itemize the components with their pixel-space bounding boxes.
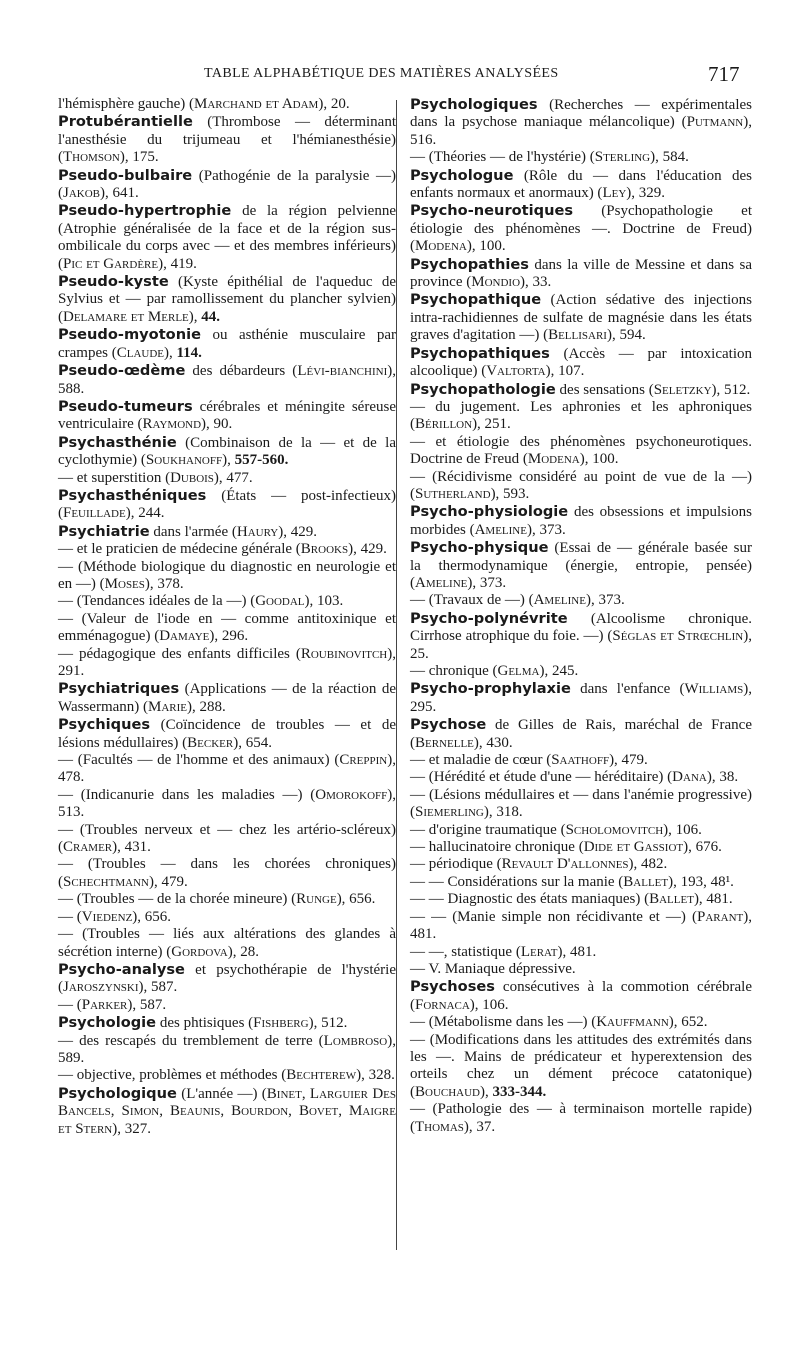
index-entry: Psychiatrie dans l'armée (Haury), 429. — [58, 522, 318, 540]
index-entry: — (Métabolisme dans les —) (Kauffmann), 652. — [410, 1014, 708, 1031]
index-entry: — et maladie de cœur (Saathoff), 479. — [410, 752, 648, 769]
index-entry: Psycho-physique (Essai de — générale basée sur la thermodynamique (énergie, entropie, pensée) (Ameline), 373. — [410, 539, 752, 591]
index-entry: — (Facultés — de l'homme et des animaux) (Creppin), 478. — [58, 752, 396, 786]
index-entry: — — Considérations sur la manie (Ballet), 193, 48¹. — [410, 873, 734, 890]
index-entry: — (Parker), 587. — [58, 996, 167, 1013]
index-entry: — (Viedenz), 656. — [58, 908, 172, 925]
index-entry: — (Hérédité et étude d'une — héréditaire) (Dana), 38. — [410, 769, 739, 786]
index-entry: Pseudo-tumeurs cérébrales et méningite séreuse ventriculaire (Raymond), 90. — [58, 397, 396, 433]
index-entry: — pédagogique des enfants difficiles (Roubinovitch), 291. — [58, 645, 396, 679]
index-entry: Pseudo-hypertrophie de la région pelvienne (Atrophie généralisée de la face et de la région sus-ombilicale du corps avec — et des membres inférieurs) (Pic et Gardère), 419. — [58, 202, 396, 272]
running-title: TABLE ALPHABÉTIQUE DES MATIÈRES ANALYSÉES — [204, 66, 559, 81]
index-entry: Pseudo-bulbaire (Pathogénie de la paralysie —) (Jakob), 641. — [58, 166, 396, 202]
index-entry: — et superstition (Dubois), 477. — [58, 469, 253, 486]
index-entry: — (Méthode biologique du diagnostic en neurologie et en —) (Moses), 378. — [58, 558, 396, 592]
index-entry: Psycho-prophylaxie dans l'enfance (Williams), 295. — [410, 680, 752, 715]
index-entry: — (Théories — de l'hystérie) (Sterling), 584. — [410, 149, 689, 166]
index-entry: Psychasthénie (Combinaison de la — et de la cyclothymie) (Soukhanoff), 557-560. — [58, 433, 396, 469]
index-entry: Psychiques (Coïncidence de troubles — et de lésions médullaires) (Becker), 654. — [58, 716, 396, 751]
index-entry: Psychologue (Rôle du — dans l'éducation des enfants normaux et anormaux) (Ley), 329. — [410, 166, 752, 202]
index-entry: — des rescapés du tremblement de terre (Lombroso), 589. — [58, 1032, 396, 1066]
index-entry: — (Troubles — dans les chorées chroniques) (Schechtmann), 479. — [58, 856, 396, 890]
index-entry: — du jugement. Les aphronies et les aphroniques (Bérillon), 251. — [410, 398, 752, 433]
index-entry: Psychasthéniques (États — post-infectieux) (Feuillade), 244. — [58, 486, 396, 522]
index-entry: Psychopathique (Action sédative des injections intra-rachidiennes de sulfate de magnésie dans les états graves d'agitation —) (Bellisari), 594. — [410, 291, 752, 344]
index-entry: — chronique (Gelma), 245. — [410, 663, 579, 679]
index-entry: — —, statistique (Lerat), 481. — [410, 943, 597, 960]
index-entry: Psycho-physiologie des obsessions et impulsions morbides (Ameline), 373. — [410, 503, 752, 538]
index-entry: — (Indicanurie dans les maladies —) (Omorokoff), 513. — [58, 786, 396, 821]
index-entry: — hallucinatoire chronique (Dide et Gassiot), 676. — [410, 839, 722, 856]
index-entry: — — Diagnostic des états maniaques) (Ballet), 481. — [410, 891, 733, 908]
index-entry: — périodique (Revault D'allonnes), 482. — [410, 856, 668, 873]
left-column — [58, 96, 396, 1138]
index-entry: Pseudo-œdème des débardeurs (Lévi-bianchini), 588. — [58, 362, 396, 397]
page-number: 717 — [708, 62, 740, 86]
index-entry: — d'origine traumatique (Scholomovitch), 106. — [410, 821, 702, 838]
index-entry: Psycho-polynévrite (Alcoolisme chronique. Cirrhose atrophique du foie. —) (Séglas et Strœchlin), 25. — [410, 609, 752, 662]
index-entry: Psychologie des phtisiques (Fishberg), 512. — [58, 1014, 348, 1032]
index-entry: Psychologique (L'année —) (Binet, Larguier Des Bancels, Simon, Beaunis, Bourdon, Bovet, Maigre et Stern), 327. — [58, 1084, 396, 1137]
index-entry: Psychoses consécutives à la commotion cérébrale (Fornaca), 106. — [410, 978, 752, 1013]
index-entry: — (Pathologie des — à terminaison mortelle rapide) (Thomas), 37. — [410, 1101, 752, 1135]
index-entry: Psychologiques (Recherches — expérimentales dans la psychose maniaque mélancolique) (Putmann), 516. — [410, 96, 752, 148]
index-entry: — et étiologie des phénomènes psychoneurotiques. Doctrine de Freud (Modena), 100. — [410, 433, 752, 468]
index-entry: Psychiatriques (Applications — de la réaction de Wassermann) (Marie), 288. — [58, 680, 396, 715]
index-entry: — (Récidivisme considéré au point de vue de la —) (Sutherland), 593. — [410, 468, 752, 502]
index-entry: Psychopathies dans la ville de Messine et dans sa province (Mondio), 33. — [410, 255, 752, 291]
index-entry: Psycho-analyse et psychothérapie de l'hystérie (Jaroszynski), 587. — [58, 960, 396, 996]
index-entry: — V. Maniaque dépressive. — [410, 960, 576, 977]
index-entry: — (Travaux de —) (Ameline), 373. — [410, 592, 625, 609]
index-entry: Psychose de Gilles de Rais, maréchal de France (Bernelle), 430. — [410, 716, 752, 751]
index-entry: — (Tendances idéales de la —) (Goodal), 103. — [58, 593, 344, 610]
index-entry: l'hémisphère gauche) (Marchand et Adam), 20. — [58, 96, 350, 112]
right-column — [410, 96, 752, 1136]
index-entry: Psychopathologie des sensations (Seletzky), 512. — [410, 380, 751, 398]
index-entry: — — (Manie simple non récidivante et —) (Parant), 481. — [410, 908, 752, 943]
index-entry: Pseudo-myotonie ou asthénie musculaire par crampes (Claude), 114. — [58, 326, 396, 361]
index-entry: — objective, problèmes et méthodes (Bechterew), 328. — [58, 1067, 395, 1084]
index-entry: — (Valeur de l'iode en — comme antitoxinique et emménagogue) (Damaye), 296. — [58, 610, 396, 645]
index-entry: Protubérantielle (Thrombose — déterminant l'anesthésie du trijumeau et l'hémianesthésie) (Thomson), 175. — [58, 113, 396, 166]
column-divider — [396, 100, 397, 1250]
index-entry: — et le praticien de médecine générale (Brooks), 429. — [58, 541, 387, 558]
index-entry: — (Troubles — liés aux altérations des glandes à sécrétion interne) (Gordova), 28. — [58, 926, 396, 960]
index-entry: — (Modifications dans les attitudes des extrémités dans les —. Mains de prédicateur et hyperextension des orteils chez un dément précoce catatonique) (Bouchaud), 333-344. — [410, 1031, 752, 1100]
index-entry: Pseudo-kyste (Kyste épithélial de l'aqueduc de Sylvius et — par ramollissement du plancher sylvien) (Delamare et Merle), 44. — [58, 273, 396, 325]
index-entry: — (Troubles — de la chorée mineure) (Runge), 656. — [58, 891, 376, 908]
index-entry: Psycho-neurotiques (Psychopathologie et étiologie des phénomènes —. Doctrine de Freud) (Modena), 100. — [410, 202, 752, 255]
index-entry: — (Troubles nerveux et — chez les artério-scléreux) (Cramer), 431. — [58, 821, 396, 856]
index-entry: — (Lésions médullaires et — dans l'anémie progressive) (Siemerling), 318. — [410, 786, 752, 821]
index-entry: Psychopathiques (Accès — par intoxication alcoolique) (Valtorta), 107. — [410, 344, 752, 380]
